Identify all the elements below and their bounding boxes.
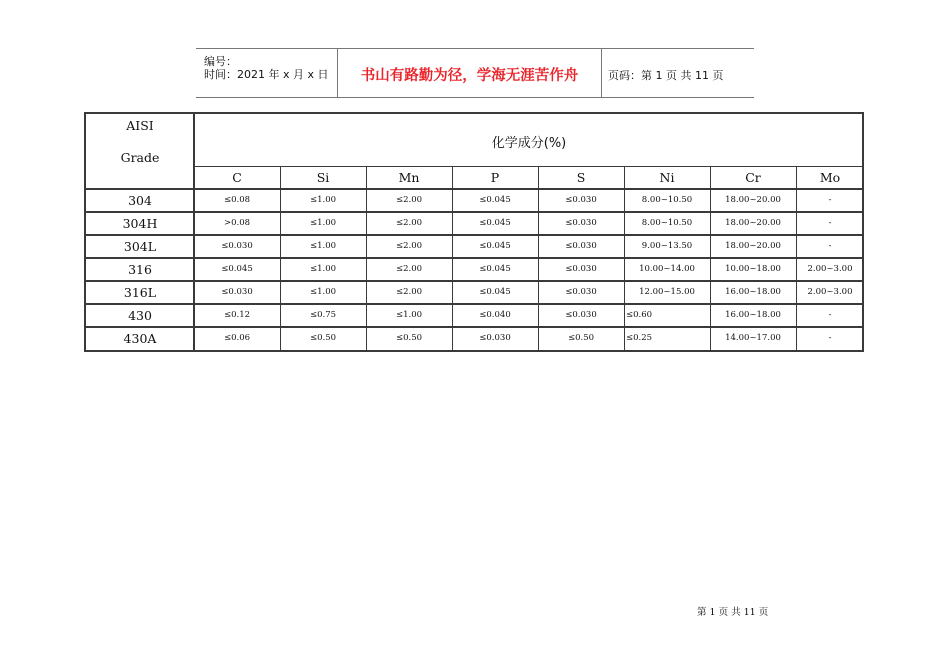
value-cell: ≤0.030 [565,310,597,320]
value-cell: >0.08 [223,218,251,228]
value-cell: ≤2.00 [395,241,423,251]
value-cell: ≤0.12 [223,310,251,320]
value-cell: 18.00~20.00 [725,195,781,205]
value-cell: ≤0.045 [479,264,511,274]
value-cell: ≤0.75 [309,310,337,320]
value-cell: 10.00~18.00 [725,264,781,274]
row-divider [86,326,864,328]
value-cell: ≤0.030 [479,333,511,343]
value-cell: 2.00~3.00 [807,287,853,297]
row-divider [86,257,864,259]
grade-label-bottom: Grade [120,150,160,165]
value-cell: 16.00~18.00 [725,287,781,297]
value-cell: - [828,310,832,320]
row-divider [86,280,864,282]
value-cell: ≤0.040 [479,310,511,320]
value-cell: ≤0.045 [479,195,511,205]
grade-cell: 430 [128,308,152,323]
row-divider [86,303,864,305]
value-cell: 10.00~14.00 [639,264,695,274]
time-label: 时间：2021 年 x 月 x 日 [204,68,329,81]
value-cell: 2.00~3.00 [807,264,853,274]
value-cell: ≤0.030 [221,241,253,251]
value-cell: ≤0.030 [565,287,597,297]
value-cell: 18.00~20.00 [725,218,781,228]
value-cell: 8.00~10.50 [641,218,693,228]
column-header: C [232,170,242,185]
value-cell: ≤1.00 [309,264,337,274]
value-cell: ≤0.045 [479,241,511,251]
value-cell: 18.00~20.00 [725,241,781,251]
value-cell: ≤0.030 [221,287,253,297]
value-cell: - [828,218,832,228]
value-cell: 9.00~13.50 [641,241,693,251]
header-motto-cell [338,49,602,97]
value-cell: ≤0.045 [479,287,511,297]
value-cell: ≤0.030 [565,264,597,274]
value-cell: ≤0.030 [565,218,597,228]
value-cell: 12.00~15.00 [639,287,695,297]
value-cell: ≤0.60 [626,310,653,320]
grade-cell: 304H [122,216,158,231]
value-cell: ≤1.00 [309,218,337,228]
value-cell: 14.00~17.00 [725,333,781,343]
value-cell: - [828,241,832,251]
column-header: P [490,170,500,185]
header-divider [86,188,864,190]
value-cell: 8.00~10.50 [641,195,693,205]
value-cell: ≤0.045 [479,218,511,228]
value-cell: ≤0.50 [567,333,595,343]
column-header: Cr [745,170,761,185]
column-header: Mn [398,170,420,185]
value-cell: ≤0.08 [223,195,251,205]
page-code: 页码：第 1 页 共 11 页 [608,69,724,82]
header-info-cell [196,49,338,97]
value-cell: ≤0.50 [309,333,337,343]
value-cell: ≤2.00 [395,218,423,228]
value-cell: ≤0.25 [626,333,653,343]
value-cell: ≤0.06 [223,333,251,343]
value-cell: ≤1.00 [309,241,337,251]
page-footer: 第 1 页 共 11 页 [697,607,769,618]
column-header: S [576,170,586,185]
grade-cell: 430A [123,331,157,346]
column-header: Mo [819,170,841,185]
composition-table [84,112,864,352]
value-cell: ≤0.50 [395,333,423,343]
row-divider [86,234,864,236]
serial-label: 编号： [204,55,237,68]
composition-title: 化学成分(%) [491,136,567,151]
row-divider [86,211,864,213]
grade-cell: 304 [128,193,152,208]
value-cell: - [828,333,832,343]
value-cell: ≤1.00 [309,287,337,297]
motto-text: 书山有路勤为径，学海无涯苦作舟 [360,68,579,84]
page-header [196,48,754,98]
value-cell: ≤1.00 [395,310,423,320]
column-header: Si [316,170,330,185]
value-cell: - [828,195,832,205]
value-cell: ≤0.030 [565,195,597,205]
value-cell: ≤0.030 [565,241,597,251]
value-cell: 16.00~18.00 [725,310,781,320]
column-header: Ni [659,170,675,185]
grade-cell: 316 [128,262,152,277]
grade-cell: 316L [123,285,157,300]
value-cell: ≤1.00 [309,195,337,205]
value-cell: ≤2.00 [395,287,423,297]
value-cell: ≤2.00 [395,195,423,205]
grade-label-top: AISI [126,118,154,133]
value-cell: ≤2.00 [395,264,423,274]
grade-cell: 304L [123,239,157,254]
title-divider [194,166,864,167]
value-cell: ≤0.045 [221,264,253,274]
header-page-cell [602,49,754,97]
